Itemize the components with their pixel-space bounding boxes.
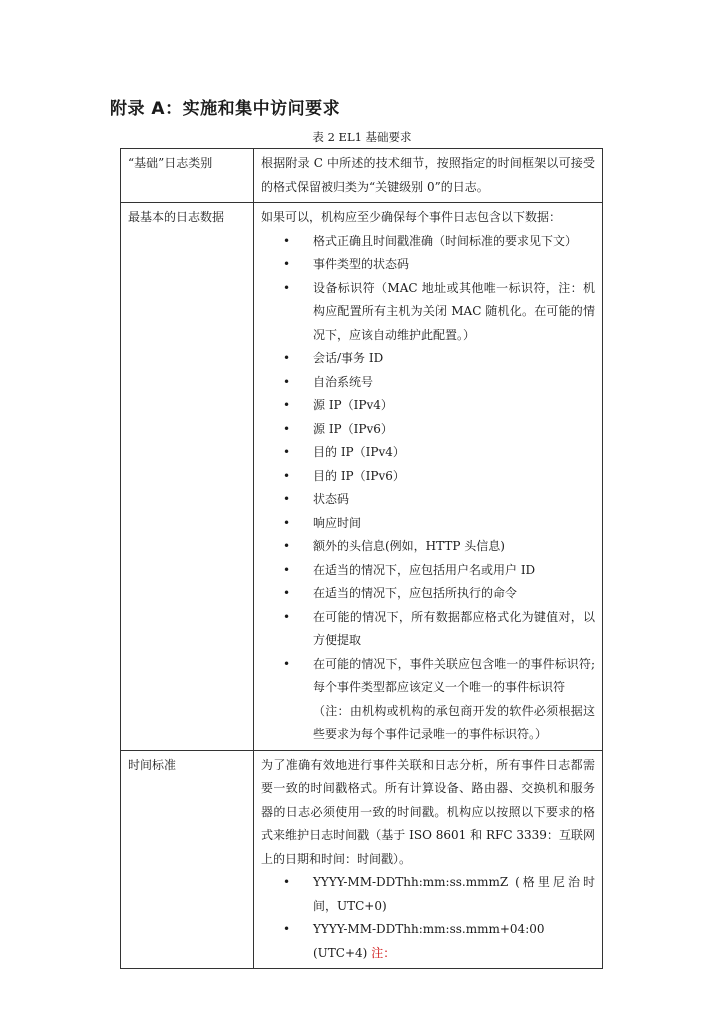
list-item: • 额外的头信息(例如，HTTP 头信息) xyxy=(261,535,595,559)
data-field-list xyxy=(261,230,595,700)
table-caption: 表 2 EL1 基础要求 xyxy=(312,130,412,144)
row-text: 根据附录 C 中所述的技术细节，按照指定的时间框架以可接受的格式保留被归类为“关键级别 0”的日志。 xyxy=(261,156,595,194)
row-content xyxy=(254,203,603,751)
list-item: • YYYY-MM-DDThh:mm:ss.mmmZ (格里尼治时间，UTC+0) xyxy=(261,871,595,918)
table-row xyxy=(121,203,603,751)
list-item: • 在可能的情况下，所有数据都应格式化为键值对，以方便提取 xyxy=(261,606,595,653)
list-item: • 在适当的情况下，应包括所执行的命令 xyxy=(261,582,595,606)
list-item: • 在可能的情况下，事件关联应包含唯一的事件标识符;每个事件类型都应该定义一个唯一的事件标识符 xyxy=(261,653,595,700)
list-item: • 会话/事务 ID xyxy=(261,347,595,371)
list-item: • 自治系统号 xyxy=(261,371,595,395)
list-item: • 目的 IP（IPv4） xyxy=(261,441,595,465)
list-item: • 源 IP（IPv4） xyxy=(261,394,595,418)
row-content xyxy=(254,750,603,969)
list-item xyxy=(261,918,595,965)
list-item: • 目的 IP（IPv6） xyxy=(261,465,595,489)
list-item: • 源 IP（IPv6） xyxy=(261,418,595,442)
appendix-heading: 附录 A：实施和集中访问要求 xyxy=(110,99,341,119)
timestamp-format-list xyxy=(261,871,595,965)
list-item: • 在适当的情况下，应包括用户名或用户 ID xyxy=(261,559,595,583)
row-intro: 如果可以，机构应至少确保每个事件日志包含以下数据： xyxy=(261,210,562,224)
list-item: • 设备标识符（MAC 地址或其他唯一标识符，注：机构应配置所有主机为关闭 MAC 随机化。在可能的情况下，应该自动维护此配置。） xyxy=(261,277,595,348)
table-row xyxy=(121,750,603,969)
list-item: • 状态码 xyxy=(261,488,595,512)
list-item: • 事件类型的状态码 xyxy=(261,253,595,277)
row-text: 为了准确有效地进行事件关联和日志分析，所有事件日志都需要一致的时间戳格式。所有计算设备、路由器、交换机和服务器的日志必须使用一致的时间戳。机构应以按照以下要求的格式来维护日志时间戳（基于 ISO 8601 和 RFC 3339：互联网上的日期和时间：时间戳）。 xyxy=(261,757,595,866)
row-label: 时间标准 xyxy=(121,750,254,969)
list-item-text: YYYY-MM-DDThh:mm:ss.mmm+04:00 (UTC+4) xyxy=(313,922,545,960)
row-content xyxy=(254,149,603,203)
list-item: • 响应时间 xyxy=(261,512,595,536)
requirements-table xyxy=(120,148,603,969)
row-note: （注：由机构或机构的承包商开发的软件必须根据这些要求为每个事件记录唯一的事件标识符。） xyxy=(313,703,595,741)
list-item: • 格式正确且时间戳准确（时间标准的要求见下文） xyxy=(261,230,595,254)
note-marker: 注： xyxy=(371,945,396,960)
row-label: 最基本的日志数据 xyxy=(121,203,254,751)
table-row xyxy=(121,149,603,203)
row-label: “基础”日志类别 xyxy=(121,149,254,203)
